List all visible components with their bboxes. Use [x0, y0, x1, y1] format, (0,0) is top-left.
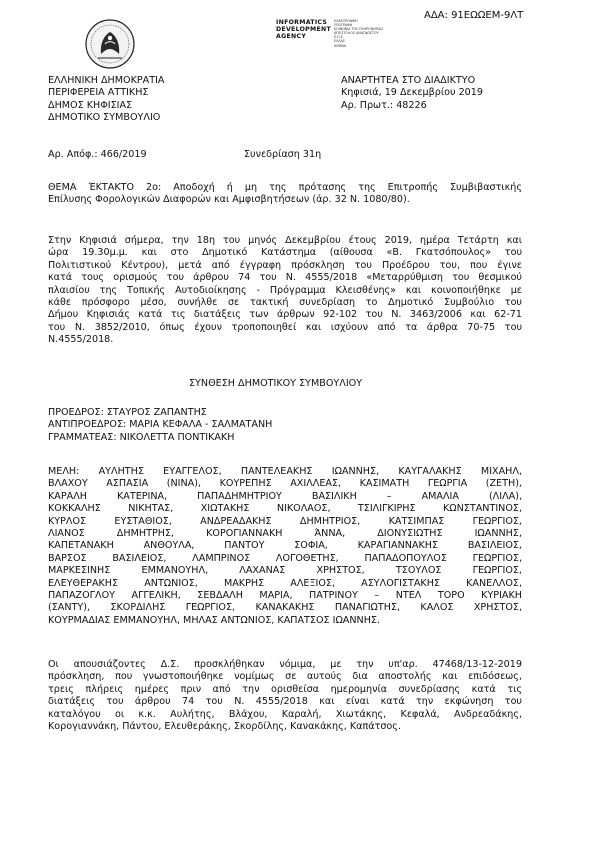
ida-logo-line: DEVELOPMENT	[276, 26, 331, 33]
members-line: ΚΑΡΑΛΗ ΚΑΤΕΡΙΝΑ, ΠΑΠΑΔΗΜΗΤΡΙΟΥ ΒΑΣΙΛΙΚΗ – ΑΜΑΛΙΑ (ΛΙΛΑ),	[48, 490, 522, 502]
municipal-seal-icon	[84, 18, 136, 70]
ida-small-line: ΑΘΗΝΑ	[334, 43, 347, 48]
president-line: ΠΡΟΕΔΡΟΣ: ΣΤΑΥΡΟΣ ΖΑΠΑΝΤΗΣ	[48, 407, 207, 418]
intro-line: Δήμου Κηφισιάς κατά τις διατάξεις των άρθρων 92-102 του Ν. 3463/2006 και 62-71	[48, 309, 522, 321]
officers-block	[48, 407, 272, 444]
ida-small-line: ΚΟΙΝΩΝΙΑ ΤΗΣ ΠΛΗΡΟΦΟΡΙΑΣ	[334, 27, 384, 32]
absent-line: Οι απουσιάζοντες Δ.Σ. προσκλήθηκαν νόμιμα, με την υπ'αρ. 47468/13-12-2019	[48, 659, 522, 670]
ada-code: ΑΔΑ: 91ΕΩΩΕΜ-9ΛΤ	[424, 10, 524, 21]
members-line: ΚΟΚΚΑΛΗΣ ΝΙΚΗΤΑΣ, ΧΙΩΤΑΚΗΣ ΝΙΚΟΛΑΟΣ, ΤΣΙΛΙΓΚΙΡΗΣ ΚΩΝΣΤΑΝΤΙΝΟΣ,	[48, 503, 522, 515]
issuer-block	[48, 75, 164, 125]
members-line: ΒΑΡΣΟΣ ΒΑΣΙΛΕΙΟΣ, ΛΑΜΠΡΙΝΟΣ ΛΟΓΟΘΕΤΗΣ, ΠΑΠΑΔΟΠΟΥΛΟΣ ΓΕΩΡΓΙΟΣ,	[48, 552, 522, 564]
ida-small-line: ΗΛΕΚΤΡΟΝΙΚΗ	[334, 19, 358, 23]
posting-notice: ΑΝΑΡΤΗΤΕΑ ΣΤΟ ΔΙΑΔΙΚΤΥΟ	[341, 75, 476, 86]
members-line: ΚΟΥΡΜΑΔΙΑΣ ΕΜΜΑΝΟΥΗΛ, ΜΗΛΑΣ ΑΝΤΩΝΙΟΣ, ΚΑΠΑΤΣΟΣ ΙΩΑΝΝΗΣ.	[48, 614, 381, 626]
intro-line: Πολιτιστικού Κέντρου), μετά από έγγραφη πρόσκληση του Προέδρου του, που έγινε	[48, 259, 522, 271]
absent-line: Κορογιαννάκη, Πάντου, Ελευθεράκης, Σκορδίλης, Κανακάκης, Καπάτσος.	[48, 721, 401, 733]
members-line: ΕΛΕΥΘΕΡΑΚΗΣ ΑΝΤΩΝΙΟΣ, ΜΑΚΡΗΣ ΑΛΕΞΙΟΣ, ΑΣΥΛΟΓΙΣΤΑΚΗΣ ΚΑΝΕΛΛΟΣ,	[48, 577, 522, 589]
members-line: ΠΑΠΑΖΟΓΛΟΥ ΑΓΓΕΛΙΚΗ, ΣΕΒΔΑΛΗ ΜΑΡΙΑ, ΠΑΤΡΙΝΟΥ – ΝΤΕΛ ΤΟΡΟ ΚΥΡΙΑΚΗ	[48, 590, 522, 602]
intro-line: πλαισίου της Τοπικής Αυτοδιοίκησης - Πρόγραμμα Κλεισθένης» και κοινοποιήθηκε με	[48, 284, 522, 296]
intro-line: κατά τους ορισμούς του άρθρου 74 του Ν. 4555/2018 «Μεταρρύθμιση του θεσμικού	[48, 272, 522, 284]
ida-logo-text	[276, 19, 331, 40]
issuer-line: ΔΗΜΟΣ ΚΗΦΙΣΙΑΣ	[48, 99, 133, 111]
members-line: (ΣΑΝΤΥ), ΣΚΟΡΔΙΛΗΣ ΓΕΩΡΓΙΟΣ, ΚΑΝΑΚΑΚΗΣ ΠΑΝΑΓΙΩΤΗΣ, ΚΑΛΟΣ ΧΡΗΣΤΟΣ,	[48, 602, 522, 614]
composition-heading: ΣΥΝΘΕΣΗ ΔΗΜΟΤΙΚΟΥ ΣΥΜΒΟΥΛΙΟΥ	[189, 378, 363, 389]
ida-small-line: Ε.Π.Ε.	[334, 35, 344, 40]
absent-line: καταλόγου οι κ.κ. Αυλήτης, Βλάχου, Καραλή, Χιωτάκης, Κεφαλά, Ανδρεαδάκης,	[48, 708, 522, 720]
absent-line: τρεις πλήρεις ημέρες πριν από την ορισθείσα ημερομηνία συνεδρίασης κατά τις	[48, 683, 522, 695]
issuer-line: ΔΗΜΟΤΙΚΟ ΣΥΜΒΟΥΛΙΟ	[48, 112, 161, 124]
absent-paragraph	[48, 659, 522, 733]
intro-line: κάθε πρόσφορο μέσο, συνήλθε σε τακτική συνεδρίαση το Δημοτικό Συμβούλιο του	[48, 297, 522, 309]
ida-signature-text	[334, 19, 394, 48]
ida-small-line: ΑΠΟΣΤΟΛΟΣ ΑΝΑΓΝΩΣΤΟΥ	[334, 31, 379, 36]
members-line: ΜΕΛΗ: ΑΥΛΗΤΗΣ ΕΥΑΓΓΕΛΟΣ, ΠΑΝΤΕΛΕΑΚΗΣ ΙΩΑΝΝΗΣ, ΚΑΥΓΑΛΑΚΗΣ ΜΙΧΑΗΛ,	[48, 466, 522, 477]
vice-president-line: ΑΝΤΙΠΡΟΕΔΡΟΣ: ΜΑΡΙΑ ΚΕΦΑΛΑ - ΣΑΛΜΑΤΑΝΗ	[48, 419, 273, 431]
issuer-line: ΠΕΡΙΦΕΡΕΙΑ ΑΤΤΙΚΗΣ	[48, 87, 149, 99]
issuer-line: ΕΛΛΗΝΙΚΗ ΔΗΜΟΚΡΑΤΙΑ	[48, 75, 165, 86]
absent-line: διατάξεις του άρθρου 74 του Ν. 4555/2018 και είναι κατά την εκφώνηση του	[48, 696, 522, 708]
subject-paragraph	[48, 182, 522, 207]
ida-small-line: ΕΛΛΑΣ	[334, 39, 345, 44]
intro-line: Στην Κηφισιά σήμερα, την 18η του μηνός Δεκεμβρίου έτους 2019, ημέρα Τετάρτη και	[48, 235, 522, 246]
intro-line: ώρα 19.30μ.μ. και στο Δημοτικό Κατάστημα (αίθουσα «Β. Γκατσόπουλος» του	[48, 247, 522, 259]
decision-number: Αρ. Απόφ.: 466/2019	[48, 149, 147, 160]
protocol-number: Αρ. Πρωτ.: 48226	[341, 99, 427, 111]
members-line: ΚΑΠΕΤΑΝΑΚΗ ΑΝΘΟΥΛΑ, ΠΑΝΤΟΥ ΣΟΦΙΑ, ΚΑΡΑΓΙΑΝΝΑΚΗΣ ΒΑΣΙΛΕΙΟΣ,	[48, 540, 522, 552]
ida-logo-line: AGENCY	[276, 33, 307, 40]
session-number: Συνεδρίαση 31η	[244, 149, 322, 160]
document-date: Κηφισιά, 19 Δεκεμβρίου 2019	[341, 87, 483, 99]
members-paragraph	[48, 466, 522, 627]
members-line: ΜΑΡΚΕΣΙΝΗΣ ΕΜΜΑΝΟΥΗΛ, ΛΑΧΑΝΑΣ ΧΡΗΣΤΟΣ, ΤΣΟΥΛΟΣ ΓΕΩΡΓΙΟΣ,	[48, 565, 522, 577]
intro-line: Ν.4555/2018.	[48, 334, 114, 346]
absent-line: πρόσκληση, που γνωστοποιήθηκε νομίμως σε αυτούς δια αποστολής και επιδόσεως,	[48, 671, 522, 683]
ida-logo-line: INFORMATICS	[276, 19, 328, 26]
intro-paragraph	[48, 235, 522, 347]
intro-line: του Ν. 3852/2010, όπως έχουν τροποποιηθεί και ισχύουν από τα άρθρα 70-75 του	[48, 321, 522, 333]
subject-line: Επίλυσης Φορολογικών Διαφορών και Αμφισβητήσεων (άρ. 32 Ν. 1080/80).	[48, 194, 410, 206]
secretary-line: ΓΡΑΜΜΑΤΕΑΣ: ΝΙΚΟΛΕΤΤΑ ΠΟΝΤΙΚΑΚΗ	[48, 431, 235, 443]
members-line: ΒΛΑΧΟΥ ΑΣΠΑΣΙΑ (ΝΙΝΑ), ΚΟΥΡΕΠΗΣ ΑΧΙΛΛΕΑΣ, ΚΑΣΙΜΑΤΗ ΓΕΩΡΓΙΑ (ΖΕΤΗ),	[48, 478, 522, 490]
subject-line: ΘΕΜΑ ΈΚΤΑΚΤΟ 2ο: Αποδοχή ή μη της πρότασης της Επιτροπής Συμβιβαστικής	[48, 182, 522, 193]
document-meta	[341, 75, 483, 112]
members-line: ΛΙΑΝΟΣ ΔΗΜΗΤΡΗΣ, ΚΟΡΟΓΙΑΝΝΑΚΗ ΆΝΝΑ, ΔΙΟΝΥΣΙΩΤΗΣ ΙΩΑΝΝΗΣ,	[48, 528, 522, 540]
members-line: ΚΥΡΛΟΣ ΕΥΣΤΑΘΙΟΣ, ΑΝΔΡΕΑΔΑΚΗΣ ΔΗΜΗΤΡΙΟΣ, ΚΑΤΣΙΜΠΑΣ ΓΕΩΡΓΙΟΣ,	[48, 515, 522, 527]
ida-small-line: ΥΠΟΓΡΑΦΗ	[334, 23, 353, 28]
